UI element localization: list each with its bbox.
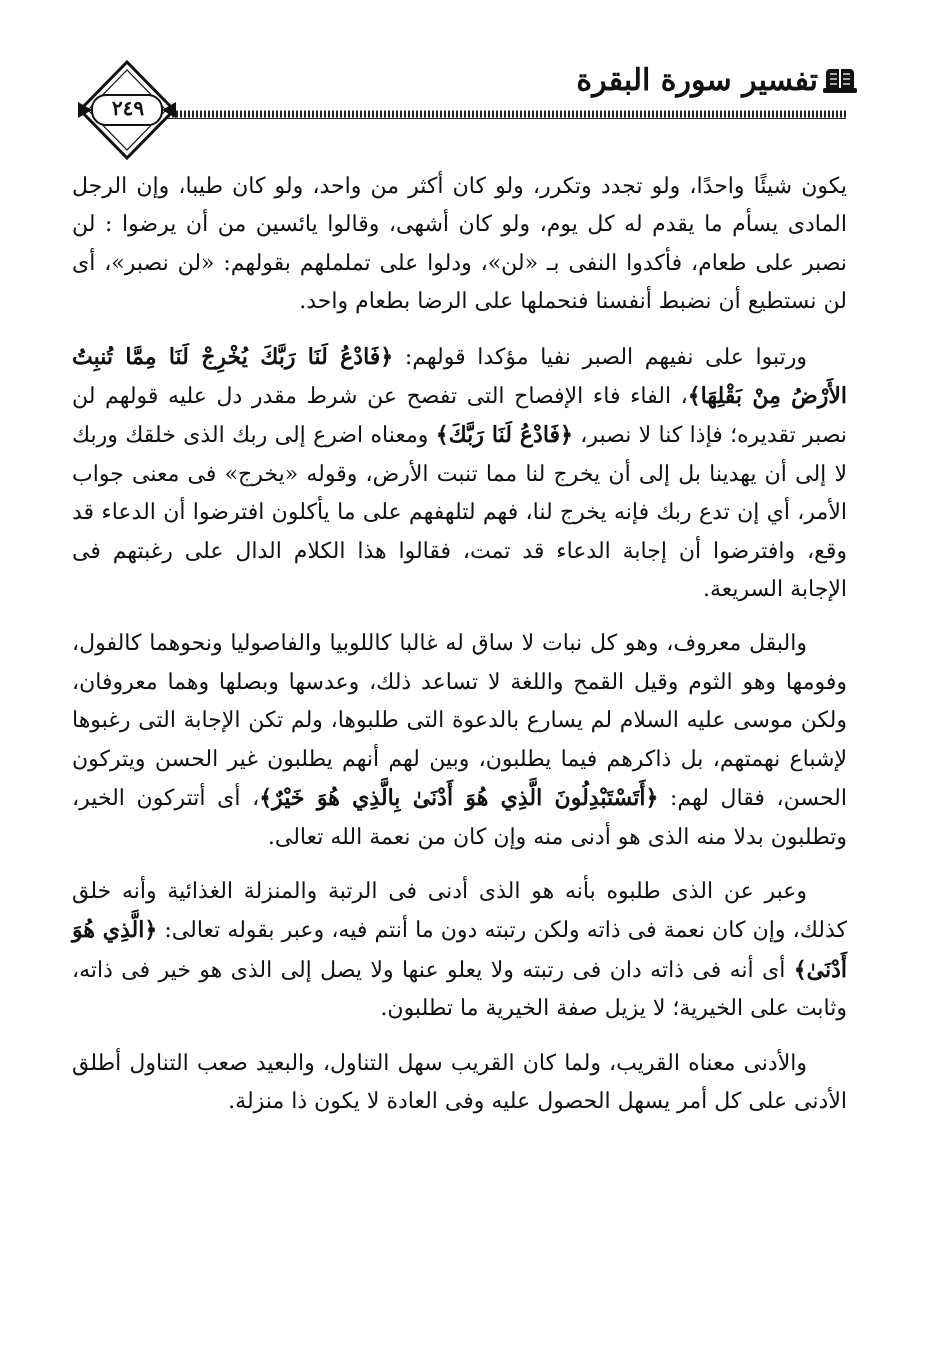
text-run: والأدنى معناه القريب، ولما كان القريب سهل التناول، والبعيد صعب التناول أطلق الأدنى على كل أمر يسهل الحصول عليه وفى العادة لا يكون ذا منزلة.	[72, 1050, 847, 1114]
page-header	[0, 0, 930, 170]
book-ornament-icon	[823, 69, 857, 93]
paragraph	[72, 625, 847, 856]
body-text	[72, 168, 847, 1137]
page-number: ٢٤٩	[111, 96, 145, 120]
quran-verse: ﴿فَادْعُ لَنَا رَبَّكَ﴾	[435, 422, 573, 449]
paragraph	[72, 338, 847, 610]
text-run: يكون شيئًا واحدًا، ولو تجدد وتكرر، ولو كان أكثر من واحد، ولو كان طيبا، وإن الرجل المادى يسأم ما يقدم له كل يوم، ولو كان أشهى، وقالوا يائسين من أن يرضوا : لن نصبر على طعام، فأكدوا النفى بـ «لن»، ودلوا على تململهم بقولهم: «لن نصبر»، أى لن نستطيع أن نضبط أنفسنا فنحملها على الرضا بطعام واحد.	[72, 174, 847, 315]
text-run: ورتبوا على نفيهم الصبر نفيا مؤكدا قولهم:	[393, 344, 808, 370]
paragraph	[72, 168, 847, 322]
text-run: أى أنه فى ذاته دان فى رتبته ولا يعلو عنها ولا يصل إلى الذى هو خير فى ذاته، وثابت على الخيرية؛ لا يزيل صفة الخيرية ما تطلبون.	[72, 957, 847, 1022]
text-run: ، أى أتتركون الخير، وتطلبون بدلا منه الذى هو أدنى منه وإن كان من نعمة الله تعالى.	[72, 786, 847, 850]
quran-verse: ﴿أَتَسْتَبْدِلُونَ الَّذِي هُوَ أَدْنَىٰ بِالَّذِي هُوَ خَيْرٌ﴾	[259, 785, 659, 812]
quran-verse: ﴿فَادْعُ لَنَا رَبَّكَ يُخْرِجْ لَنَا مِمَّا تُنبِتُ الأَرْضُ مِنْ بَقْلِهَا﴾	[72, 343, 848, 410]
text-run: وعبر عن الذى طلبوه بأنه هو الذى أدنى فى الرتبة والمنزلة الغذائية وأنه خلق كذلك، وإن كان نعمة فى ذاته ولكن رتبته دون ما أنتم فيه، وعبر بقوله تعالى:	[72, 878, 847, 944]
text-run: والبقل معروف، وهو كل نبات لا ساق له غالبا كاللوبيا والفاصوليا ونحوهما كالفول، وفومها وهو الثوم وقيل القمح واللغة لا تساعد ذلك، وعدسها وبصلها وهما معروفان، ولكن موسى عليه السلام لم يسارع بالدعوة التى طلبوها، ولم تكن الإجابة التى رغبوها لإشباع نهمتهم، بل ذاكرهم فيما يطلبون، وبين لهم أنهم يطلبون غير الحسن ويتركون الحسن، فقال لهم:	[72, 631, 847, 812]
header-rule	[160, 114, 846, 119]
text-run: ، الفاء فاء الإفصاح التى تفصح عن شرط مقدر دل عليه قولهم لن نصبر تقديره؛ فإذا كنا لا نصبر،	[72, 384, 848, 449]
running-title: تفسير سورة البقرة	[576, 63, 818, 98]
quran-verse: ﴿الَّذِي هُوَ أَدْنَىٰ﴾	[72, 917, 847, 983]
text-run: ومعناه اضرع إلى ربك الذى خلقك وربك لا إلى أن يهدينا بل إلى أن يخرج لنا مما تنبت الأرض، وقوله «يخرج» فى معنى جواب الأمر، أي إن تدع ربك فإنه يخرج لنا، فهم لتلهفهم على ما يأكلون افترضوا أن الدعاء قد وقع، وافترضوا أن إجابة الدعاء قد تمت، فقالوا هذا الكلام الدال على رغبتهم فى الإجابة السريعة.	[72, 423, 847, 603]
paragraph	[72, 873, 847, 1029]
paragraph	[72, 1045, 847, 1122]
